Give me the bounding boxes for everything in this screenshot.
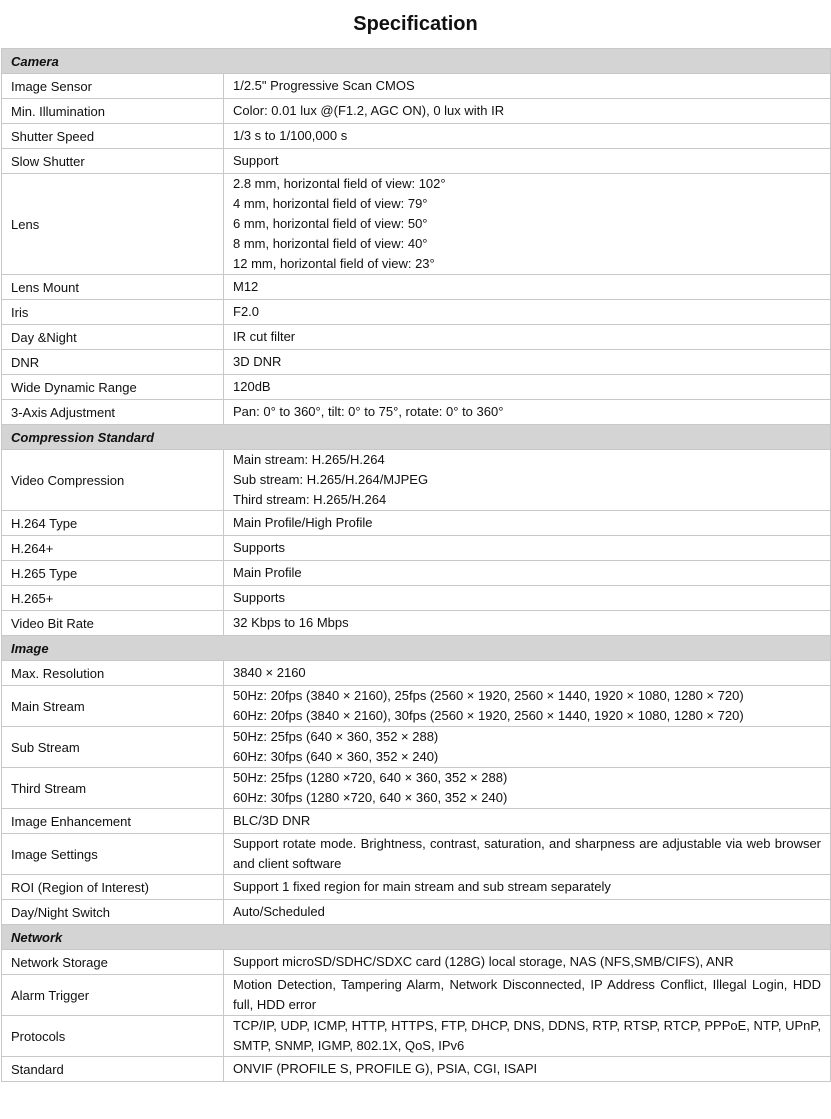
spec-label: Image Enhancement bbox=[2, 809, 224, 834]
spec-row bbox=[2, 300, 831, 325]
spec-value bbox=[224, 875, 831, 900]
spec-label: Iris bbox=[2, 300, 224, 325]
spec-value-line: TCP/IP, UDP, ICMP, HTTP, HTTPS, FTP, DHCP, DNS, DDNS, RTP, RTSP, RTCP, PPPoE, NTP, UPnP, SMTP, SNMP, IGMP, 802.1X, QoS, IPv6 bbox=[233, 1018, 822, 1053]
spec-value bbox=[224, 834, 831, 875]
spec-value-line: ONVIF (PROFILE S, PROFILE G), PSIA, CGI, ISAPI bbox=[233, 1061, 538, 1076]
spec-value-line: Pan: 0° to 360°, tilt: 0° to 75°, rotate: 0° to 360° bbox=[233, 404, 504, 419]
spec-row bbox=[2, 809, 831, 834]
spec-value-line: Sub stream: H.265/H.264/MJPEG bbox=[233, 472, 429, 487]
spec-row bbox=[2, 1016, 831, 1057]
spec-value bbox=[224, 768, 831, 809]
spec-label: Min. Illumination bbox=[2, 99, 224, 124]
spec-value bbox=[224, 586, 831, 611]
section-header-row bbox=[2, 636, 831, 661]
spec-value-line: BLC/3D DNR bbox=[233, 813, 311, 828]
spec-table bbox=[1, 48, 831, 1082]
spec-label: Max. Resolution bbox=[2, 661, 224, 686]
section-header-row bbox=[2, 925, 831, 950]
spec-value-line: 2.8 mm, horizontal field of view: 102° bbox=[233, 176, 446, 191]
spec-value-line: 60Hz: 30fps (640 × 360, 352 × 240) bbox=[233, 749, 439, 764]
spec-value-line: Main stream: H.265/H.264 bbox=[233, 452, 385, 467]
spec-value-line: 50Hz: 25fps (1280 ×720, 640 × 360, 352 × 288) bbox=[233, 770, 508, 785]
section-title: Image bbox=[2, 636, 831, 661]
section-title: Network bbox=[2, 925, 831, 950]
spec-value-line: Main Profile bbox=[233, 565, 302, 580]
spec-label: H.264 Type bbox=[2, 511, 224, 536]
spec-row bbox=[2, 511, 831, 536]
page-title: Specification bbox=[353, 13, 478, 35]
spec-value-line: IR cut filter bbox=[233, 329, 296, 344]
spec-value-line: 50Hz: 20fps (3840 × 2160), 25fps (2560 × 1920, 2560 × 1440, 1920 × 1080, 1280 × 720) bbox=[233, 688, 744, 703]
spec-row bbox=[2, 450, 831, 511]
spec-label: Day &Night bbox=[2, 325, 224, 350]
spec-value-line: 3840 × 2160 bbox=[233, 665, 306, 680]
spec-value-line: 60Hz: 30fps (1280 ×720, 640 × 360, 352 × 240) bbox=[233, 790, 508, 805]
spec-row bbox=[2, 74, 831, 99]
spec-row bbox=[2, 611, 831, 636]
spec-value bbox=[224, 375, 831, 400]
spec-label: Wide Dynamic Range bbox=[2, 375, 224, 400]
spec-label: Standard bbox=[2, 1057, 224, 1082]
spec-value bbox=[224, 149, 831, 174]
spec-row bbox=[2, 149, 831, 174]
spec-value-line: Support microSD/SDHC/SDXC card (128G) local storage, NAS (NFS,SMB/CIFS), ANR bbox=[233, 954, 734, 969]
spec-row bbox=[2, 174, 831, 275]
spec-value-line: 1/2.5" Progressive Scan CMOS bbox=[233, 78, 415, 93]
spec-row bbox=[2, 400, 831, 425]
spec-value-line: Support 1 fixed region for main stream and sub stream separately bbox=[233, 879, 611, 894]
spec-value bbox=[224, 950, 831, 975]
spec-value-line: 50Hz: 25fps (640 × 360, 352 × 288) bbox=[233, 729, 439, 744]
spec-value bbox=[224, 174, 831, 275]
spec-row bbox=[2, 561, 831, 586]
spec-value-line: 1/3 s to 1/100,000 s bbox=[233, 128, 348, 143]
spec-value-line: Auto/Scheduled bbox=[233, 904, 325, 919]
spec-label: Shutter Speed bbox=[2, 124, 224, 149]
spec-value bbox=[224, 350, 831, 375]
spec-value bbox=[224, 686, 831, 727]
spec-row bbox=[2, 900, 831, 925]
spec-value-line: Supports bbox=[233, 590, 286, 605]
spec-label: Slow Shutter bbox=[2, 149, 224, 174]
spec-row bbox=[2, 1057, 831, 1082]
spec-value bbox=[224, 611, 831, 636]
spec-value-line: Color: 0.01 lux @(F1.2, AGC ON), 0 lux with IR bbox=[233, 103, 505, 118]
spec-value-line: 4 mm, horizontal field of view: 79° bbox=[233, 196, 428, 211]
spec-value-line: M12 bbox=[233, 279, 259, 294]
section-title: Compression Standard bbox=[2, 425, 831, 450]
spec-row bbox=[2, 975, 831, 1016]
spec-value bbox=[224, 74, 831, 99]
spec-value-line: 3D DNR bbox=[233, 354, 282, 369]
spec-value bbox=[224, 511, 831, 536]
spec-table-body bbox=[2, 49, 831, 1082]
spec-label: ROI (Region of Interest) bbox=[2, 875, 224, 900]
spec-row bbox=[2, 99, 831, 124]
spec-value-line: Supports bbox=[233, 540, 286, 555]
spec-row bbox=[2, 325, 831, 350]
spec-value-line: 6 mm, horizontal field of view: 50° bbox=[233, 216, 428, 231]
spec-label: Main Stream bbox=[2, 686, 224, 727]
section-header-row bbox=[2, 425, 831, 450]
spec-label: DNR bbox=[2, 350, 224, 375]
spec-row bbox=[2, 586, 831, 611]
spec-value bbox=[224, 99, 831, 124]
spec-label: Video Bit Rate bbox=[2, 611, 224, 636]
spec-label: H.264+ bbox=[2, 536, 224, 561]
spec-row bbox=[2, 124, 831, 149]
spec-row bbox=[2, 834, 831, 875]
spec-value-line: 12 mm, horizontal field of view: 23° bbox=[233, 256, 435, 271]
spec-label: Third Stream bbox=[2, 768, 224, 809]
spec-label: Image Sensor bbox=[2, 74, 224, 99]
section-header-row bbox=[2, 49, 831, 74]
spec-value-line: Third stream: H.265/H.264 bbox=[233, 492, 387, 507]
spec-value bbox=[224, 1016, 831, 1057]
spec-value bbox=[224, 1057, 831, 1082]
spec-value bbox=[224, 536, 831, 561]
spec-value-line: Support rotate mode. Brightness, contrast, saturation, and sharpness are adjustable via web browser and client software bbox=[233, 836, 822, 871]
spec-label: Sub Stream bbox=[2, 727, 224, 768]
spec-label: Network Storage bbox=[2, 950, 224, 975]
spec-label: Video Compression bbox=[2, 450, 224, 511]
section-title: Camera bbox=[2, 49, 831, 74]
spec-row bbox=[2, 875, 831, 900]
spec-label: Alarm Trigger bbox=[2, 975, 224, 1016]
spec-value bbox=[224, 124, 831, 149]
spec-value bbox=[224, 275, 831, 300]
spec-value bbox=[224, 561, 831, 586]
spec-label: Lens Mount bbox=[2, 275, 224, 300]
spec-row bbox=[2, 275, 831, 300]
spec-value bbox=[224, 727, 831, 768]
spec-row bbox=[2, 768, 831, 809]
spec-value-line: Support bbox=[233, 153, 279, 168]
spec-label: 3-Axis Adjustment bbox=[2, 400, 224, 425]
spec-label: Lens bbox=[2, 174, 224, 275]
spec-label: Day/Night Switch bbox=[2, 900, 224, 925]
spec-row bbox=[2, 686, 831, 727]
spec-row bbox=[2, 536, 831, 561]
spec-value-line: Motion Detection, Tampering Alarm, Network Disconnected, IP Address Conflict, Illegal Login, HDD full, HDD error bbox=[233, 977, 822, 1012]
spec-row bbox=[2, 727, 831, 768]
spec-value bbox=[224, 325, 831, 350]
spec-value-line: 8 mm, horizontal field of view: 40° bbox=[233, 236, 428, 251]
spec-row bbox=[2, 661, 831, 686]
spec-value bbox=[224, 809, 831, 834]
spec-value-line: 60Hz: 20fps (3840 × 2160), 30fps (2560 × 1920, 2560 × 1440, 1920 × 1080, 1280 × 720) bbox=[233, 708, 744, 723]
spec-row bbox=[2, 350, 831, 375]
spec-value-line: 32 Kbps to 16 Mbps bbox=[233, 615, 349, 630]
spec-value bbox=[224, 900, 831, 925]
spec-label: Image Settings bbox=[2, 834, 224, 875]
spec-label: H.265 Type bbox=[2, 561, 224, 586]
spec-value-line: Main Profile/High Profile bbox=[233, 515, 373, 530]
spec-value-line: F2.0 bbox=[233, 304, 260, 319]
spec-value bbox=[224, 975, 831, 1016]
spec-value bbox=[224, 400, 831, 425]
spec-value bbox=[224, 300, 831, 325]
spec-label: H.265+ bbox=[2, 586, 224, 611]
spec-label: Protocols bbox=[2, 1016, 224, 1057]
spec-row bbox=[2, 375, 831, 400]
spec-row bbox=[2, 950, 831, 975]
spec-value bbox=[224, 450, 831, 511]
spec-value bbox=[224, 661, 831, 686]
spec-value-line: 120dB bbox=[233, 379, 271, 394]
